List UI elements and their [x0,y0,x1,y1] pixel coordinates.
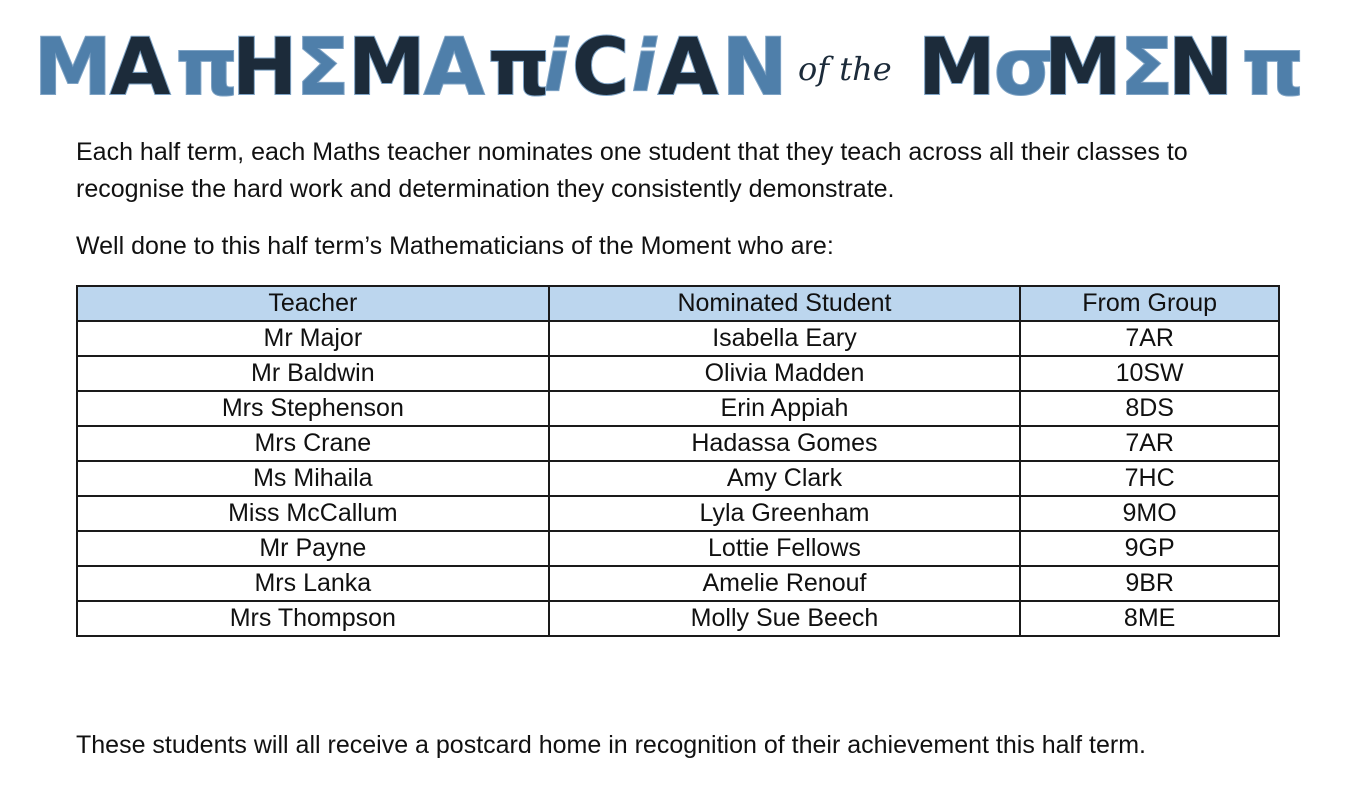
svg-text:A: A [424,23,485,108]
table-row [77,461,1279,496]
group-cell: 8DS [1020,391,1279,426]
teacher-cell: Mr Payne [77,531,549,566]
table-row [77,426,1279,461]
teacher-cell: Mrs Stephenson [77,391,549,426]
svg-text:π: π [488,23,550,108]
table-row [77,321,1279,356]
teacher-cell: Mrs Lanka [77,566,549,601]
table-row [77,566,1279,601]
student-cell: Isabella Eary [549,321,1021,356]
banner-logo [34,18,1326,108]
svg-text:of the: of the [798,50,892,88]
table-row [77,601,1279,636]
group-cell: 7AR [1020,426,1279,461]
group-cell: 10SW [1020,356,1279,391]
svg-text:C: C [572,23,630,108]
table-row [77,356,1279,391]
teacher-cell: Mrs Crane [77,426,549,461]
student-cell: Molly Sue Beech [549,601,1021,636]
svg-text:N: N [722,23,788,108]
teacher-cell: Ms Mihaila [77,461,549,496]
svg-text:M: M [918,23,996,108]
teacher-cell: Mrs Thompson [77,601,549,636]
student-cell: Lottie Fellows [549,531,1021,566]
svg-text:H: H [232,23,298,108]
svg-text:M: M [348,23,426,108]
intro-paragraph: Each half term, each Maths teacher nominates one student that they teach across all their classes to recognise the hard work and determination they consistently demonstrate. [76,138,1188,203]
nominations-table [76,285,1280,637]
teacher-cell: Mr Baldwin [77,356,549,391]
svg-text:i: i [544,25,568,107]
student-cell: Amelie Renouf [549,566,1021,601]
student-cell: Lyla Greenham [549,496,1021,531]
svg-text:i: i [632,25,656,107]
svg-text:Σ: Σ [296,23,350,108]
main-content [76,134,1281,637]
group-cell: 9BR [1020,566,1279,601]
header-nominated-student: Nominated Student [549,286,1021,321]
student-cell: Amy Clark [549,461,1021,496]
teacher-cell: Mr Major [77,321,549,356]
svg-text:A: A [658,23,719,108]
group-cell: 7AR [1020,321,1279,356]
table-row [77,496,1279,531]
svg-text:N: N [1168,23,1234,108]
svg-text:M: M [34,23,112,108]
header-from-group: From Group [1020,286,1279,321]
svg-text:σ: σ [994,23,1055,108]
group-cell: 8ME [1020,601,1279,636]
header-teacher: Teacher [77,286,549,321]
group-cell: 9MO [1020,496,1279,531]
teacher-cell: Miss McCallum [77,496,549,531]
student-cell: Olivia Madden [549,356,1021,391]
svg-text:π: π [1242,23,1304,108]
svg-text:M: M [1044,23,1122,108]
banner-wordmark [34,18,1326,108]
student-cell: Erin Appiah [549,391,1021,426]
svg-text:Σ: Σ [1120,23,1174,108]
svg-text:π: π [176,23,238,108]
table-row [77,531,1279,566]
lead-sentence: Well done to this half term’s Mathematicians of the Moment who are: [76,232,834,260]
closing-sentence: These students will all receive a postcard home in recognition of their achievement this half term. [76,731,1146,759]
group-cell: 7HC [1020,461,1279,496]
group-cell: 9GP [1020,531,1279,566]
student-cell: Hadassa Gomes [549,426,1021,461]
svg-text:A: A [110,23,171,108]
table-header-row [77,286,1279,321]
table-row [77,391,1279,426]
